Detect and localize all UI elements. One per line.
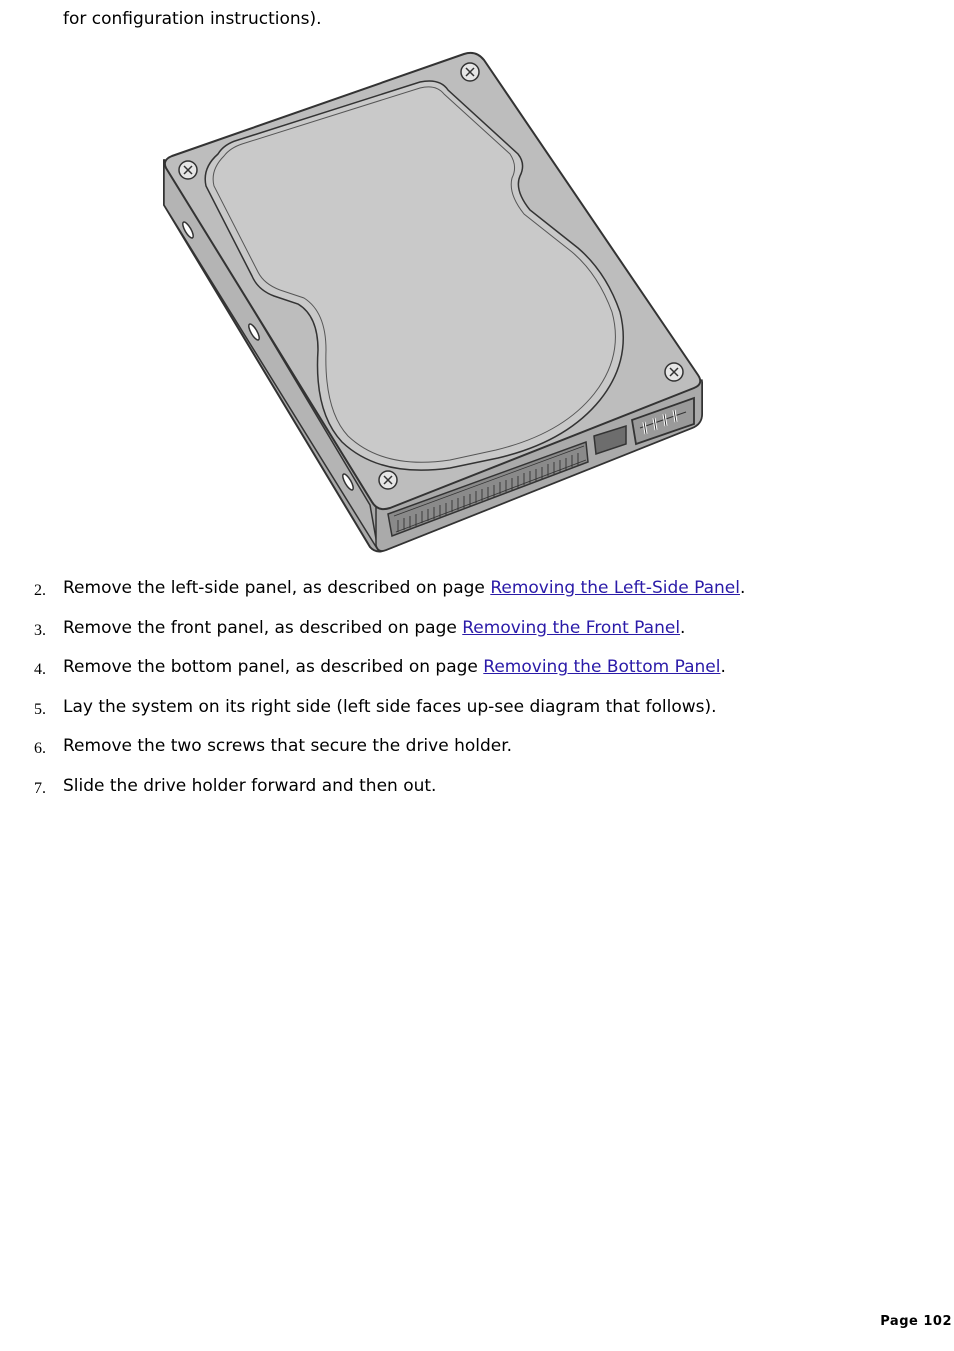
- link-removing-left-side-panel[interactable]: Removing the Left-Side Panel: [490, 578, 740, 598]
- step-number: 6.: [34, 740, 46, 758]
- steps-list: [0, 577, 954, 815]
- step-number: 5.: [34, 700, 46, 718]
- list-item: [0, 735, 954, 757]
- intro-text: for configuration instructions).: [63, 9, 322, 29]
- step-text: Lay the system on its right side (left side faces up-see diagram that follows).: [63, 696, 717, 717]
- step-text-after: .: [739, 578, 746, 598]
- step-text-after: .: [680, 617, 686, 638]
- list-item: [0, 617, 954, 639]
- step-text: [63, 656, 726, 678]
- link-removing-front-panel[interactable]: Removing the Front Panel: [462, 617, 681, 638]
- list-item: [0, 656, 954, 678]
- list-item: [0, 775, 954, 797]
- list-item: [0, 696, 954, 718]
- step-text-after: .: [720, 657, 726, 678]
- step-text-before: Remove the front panel, as described on page: [63, 617, 463, 638]
- step-text: [63, 617, 685, 639]
- step-text: Remove the two screws that secure the drive holder.: [63, 736, 513, 757]
- step-number: 2.: [34, 582, 46, 599]
- step-number: 7.: [34, 779, 46, 797]
- step-number: 4.: [34, 661, 46, 679]
- step-text: [63, 577, 745, 599]
- step-text-before: Remove the bottom panel, as described on page: [63, 657, 484, 678]
- list-item: [0, 577, 954, 599]
- step-number: 3.: [34, 621, 46, 639]
- step-text-before: Remove the left-side panel, as described on page: [63, 578, 491, 598]
- step-text: Slide the drive holder forward and then out.: [63, 775, 437, 796]
- page-number: Page 102: [880, 1314, 952, 1329]
- hard-drive-illustration: [158, 50, 706, 554]
- link-removing-bottom-panel[interactable]: Removing the Bottom Panel: [483, 657, 721, 678]
